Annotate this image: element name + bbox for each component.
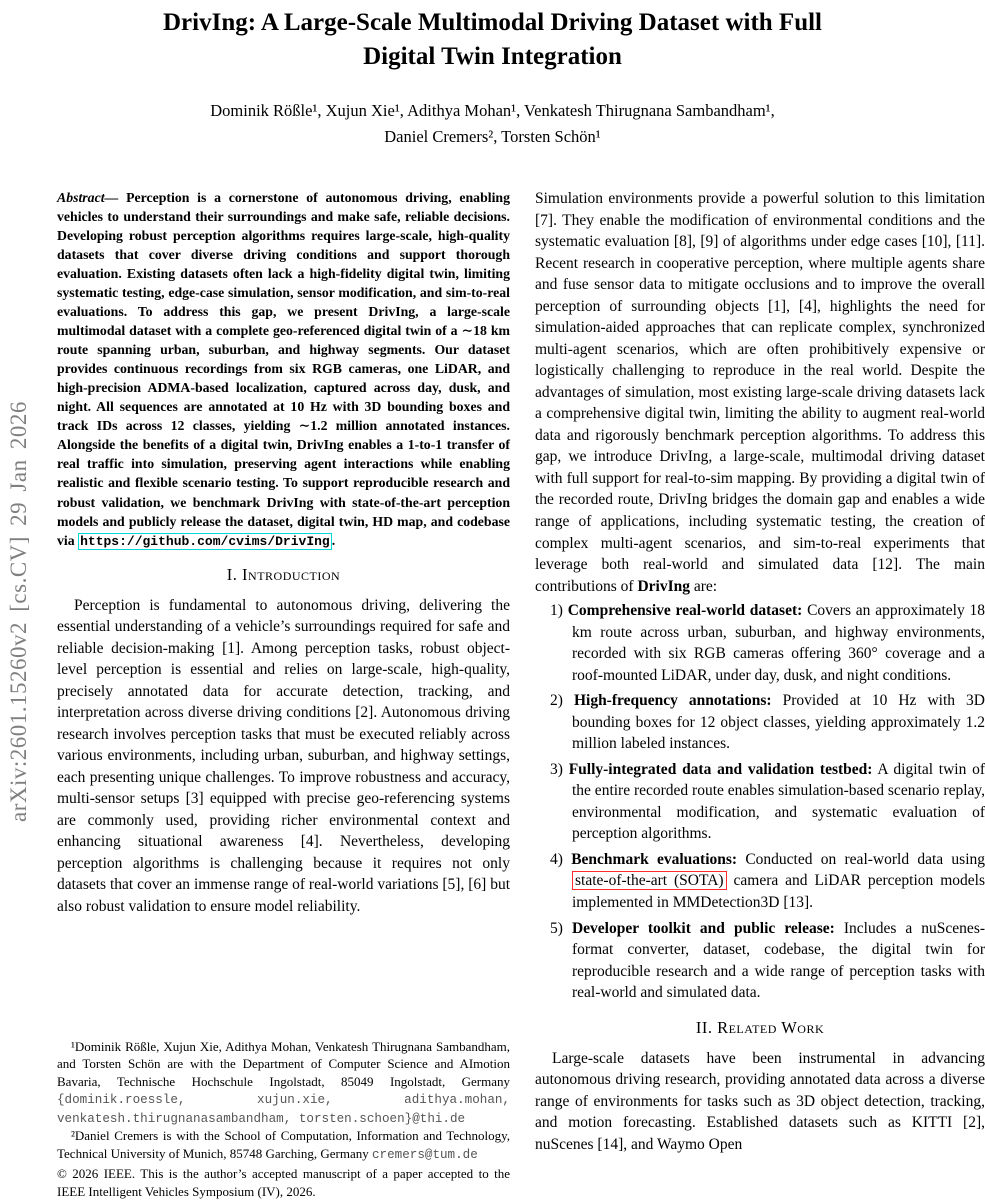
authors-line-1: Dominik Rößle¹, Xujun Xie¹, Adithya Mohan¹, Venkatesh Thirugnana Sambandham¹, <box>210 101 775 120</box>
title-block <box>0 0 985 149</box>
contribution-title: High-frequency annotations: <box>573 692 772 710</box>
abstract-label: Abstract— <box>57 190 119 205</box>
contribution-title: Fully-integrated data and validation testbed: <box>568 760 873 778</box>
right-column-paragraph <box>535 188 985 597</box>
right-paragraph-text: Simulation environments provide a powerful solution to this limitation [7]. They enable the modification of environmental conditions and the systematic evaluation [8], [9] of algorithms under edge cases [10], [11]. Recent research in cooperative perception, where multiple agents share and fuse sensor data to mitigate occlusions and to improve the overall perception of surrounding objects [1], [4], highlights the need for simulation-aided approaches that can replicate complex, synchronized multi-agent scenarios, which are often prohibitively expensive or logistically challenging to reproduce in the real world. Despite the advantages of simulation, most existing large-scale driving datasets lack a comprehensive digital twin, limiting the ability to augment real-world data and rigorously benchmark perception algorithms. To address this gap, we introduce DrivIng, a large-scale, multimodal driving dataset with full support for real-to-sim mapping. By providing a digital twin of the recorded route, DrivIng bridges the domain gap and enables a wide range of applications, including systematic testing, the creation of complex multi-agent scenarios, and sim-to-real experiments that leverage both real-world and simulated data [12]. The main contributions of <box>535 190 985 595</box>
footnote-1 <box>57 1038 510 1127</box>
authors-line-2: Daniel Cremers², Torsten Schön¹ <box>384 126 601 146</box>
left-column <box>57 188 510 1200</box>
list-number: 4) <box>550 850 563 868</box>
right-paragraph-suffix: are: <box>690 577 718 595</box>
right-column <box>535 188 985 1200</box>
footnote-1-emails[interactable]: {dominik.roessle, xujun.xie, adithya.mohan, venkatesh.thirugnanasambandham, torsten.schoen}@thi.de <box>57 1092 510 1126</box>
title-line-2: Digital Twin Integration <box>363 43 622 70</box>
footnote-1-text: ¹Dominik Rößle, Xujun Xie, Adithya Mohan, Venkatesh Thirugnana Sambandham, and Torsten Schön are with the Department of Computer Science and AImotion Bavaria, Technische Hochschule Ingolstadt, 85049 Ingolstadt, Germany <box>57 1039 510 1089</box>
contribution-text: A digital twin of the entire recorded route enables simulation-based scenario replay, environmental modification, and systematic evaluation of perception algorithms. <box>572 760 985 843</box>
list-number: 3) <box>550 760 563 778</box>
contribution-text: Conducted on real-world data using <box>737 850 985 868</box>
contribution-item-4 <box>535 849 985 914</box>
related-work-paragraph: Large-scale datasets have been instrumental in advancing autonomous driving research, providing annotated data across a diverse range of environments for tasks such as 3D object detection, tracking, and motion forecasting. Established datasets such as KITTI [2], nuScenes [14], and Waymo Open <box>535 1049 985 1153</box>
list-number: 1) <box>550 602 563 620</box>
contribution-text: Includes a nuScenes-format converter, dataset, codebase, the digital twin for reproducible research and a wide range of perception tasks with real-world and simulated data. <box>572 919 985 1002</box>
introduction-paragraph: Perception is fundamental to autonomous driving, delivering the essential understanding of a vehicle’s surroundings required for safe and reliable decision-making [1]. Among perception tasks, robust object-level perception is essential and relies on large-scale, high-quality, precisely annotated data for accurate detection, tracking, and interpretation across diverse driving conditions [2]. Autonomous driving research involves perception tasks that must be executed reliably across various environments, including urban, suburban, and highway settings, each presenting unique challenges. To improve robustness and accuracy, multi-sensor setups [3] equipped with precise geo-referencing systems are commonly used, providing richer environmental context and enhancing situational awareness [4]. Nevertheless, developing perception algorithms is challenging because it requires not only datasets that cover an immense range of real-world variations [5], [6] but also robust validation to ensure model reliability. <box>57 596 510 915</box>
footnotes-block <box>57 1038 510 1200</box>
contribution-title: Comprehensive real-world dataset: <box>567 602 803 620</box>
sota-citation-link[interactable]: state-of-the-art (SOTA) <box>572 871 727 890</box>
driving-bold: DrivIng <box>637 577 691 595</box>
contribution-item-1 <box>535 600 985 686</box>
section-heading-related-work: II. Related Work <box>695 1017 825 1037</box>
contribution-text: Covers an approximately 18 km route across urban, suburban, and highway environments, recorded with six RGB cameras offering 360° coverage and a roof-mounted LiDAR, under day, dusk, and night conditions. <box>572 602 985 684</box>
contributions-list <box>535 600 985 1004</box>
list-number: 5) <box>550 919 563 937</box>
abstract-body: Perception is a cornerstone of autonomous driving, enabling vehicles to understand their surroundings and make safe, reliable decisions. Developing robust perception algorithms requires large-scale, high-quality datasets that cover diverse driving conditions and support thorough evaluation. Existing datasets often lack a high-fidelity digital twin, limiting systematic testing, edge-case simulation, sensor modification, and sim-to-real evaluations. To address this gap, we present DrivIng, a large-scale multimodal dataset with a complete geo-referenced digital twin of a ∼18 km route spanning urban, suburban, and highway segments. Our dataset provides continuous recordings from six RGB cameras, one LiDAR, and high-precision ADMA-based localization, captured across day, dusk, and night. All sequences are annotated at 10 Hz with 3D bounding boxes and track IDs across 12 classes, yielding ∼1.2 million annotated instances. Alongside the benefits of a digital twin, DrivIng enables a 1-to-1 transfer of real traffic into simulation, preserving agent interactions while enabling realistic and flexible scenario testing. To support reproducible research and robust validation, we benchmark DrivIng with state-of-the-art perception models and publicly release the dataset, digital twin, HD map, and codebase via <box>57 190 510 548</box>
github-link[interactable]: https://github.com/cvims/DrivIng <box>80 533 330 549</box>
footnote-2-email[interactable]: cremers@tum.de <box>371 1147 478 1162</box>
contribution-text: camera and LiDAR perception models implemented in MMDetection3D [13]. <box>572 872 985 911</box>
contribution-text: Provided at 10 Hz with 3D bounding boxes for 12 object classes, yielding approximately 1.2 million labeled instances. <box>572 692 985 753</box>
contribution-item-3 <box>535 759 985 845</box>
copyright-notice: © 2026 IEEE. This is the author’s accepted manuscript of a paper accepted to the IEEE Intelligent Vehicles Symposium (IV), 2026. <box>57 1166 510 1199</box>
section-heading-introduction: I. Introduction <box>226 564 341 584</box>
abstract <box>57 188 510 551</box>
footnote-2-text: ²Daniel Cremers is with the School of Computation, Information and Technology, Technical University of Munich, 85748 Garching, Germany <box>57 1128 510 1161</box>
abstract-suffix: . <box>331 532 336 548</box>
two-column-content <box>57 188 985 1200</box>
authors-block <box>0 98 985 149</box>
page-title <box>0 6 985 74</box>
list-number: 2) <box>550 692 563 710</box>
contribution-item-5 <box>535 918 985 1004</box>
title-line-1: DrivIng: A Large-Scale Multimodal Driving Dataset with Full <box>163 9 822 36</box>
contribution-item-2 <box>535 690 985 755</box>
footnote-2 <box>57 1127 510 1163</box>
contribution-title: Benchmark evaluations: <box>571 850 738 868</box>
arxiv-watermark: arXiv:2601.15260v2 [cs.CV] 29 Jan 2026 <box>6 401 31 823</box>
contribution-title: Developer toolkit and public release: <box>571 919 835 937</box>
